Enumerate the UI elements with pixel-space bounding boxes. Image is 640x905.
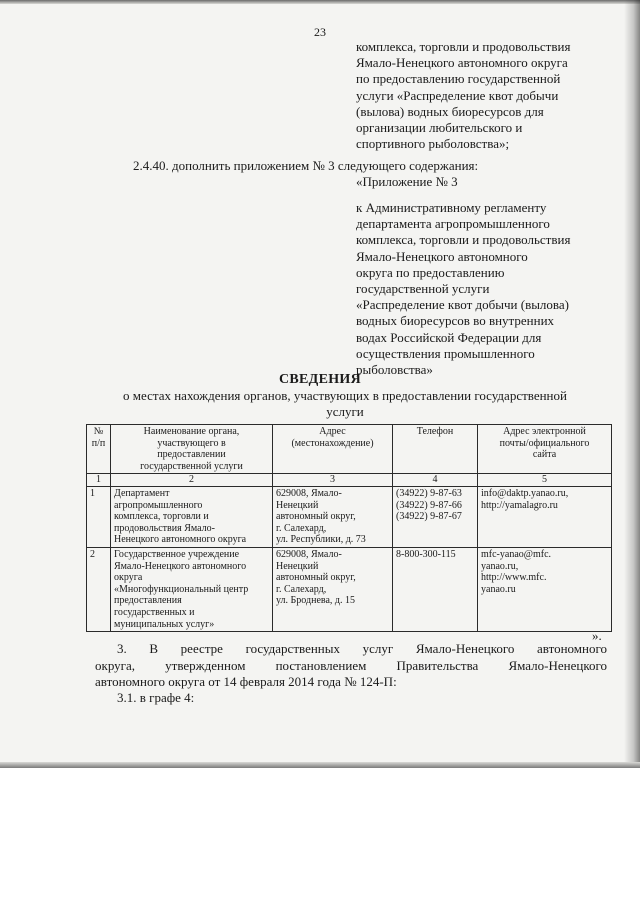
appendix-block-line: Ямало-Ненецкого автономного [356, 248, 528, 264]
row-name [111, 547, 273, 631]
header-address [273, 425, 393, 474]
cell-line: г. Салехард, [276, 522, 327, 534]
appendix-block-line: водах Российской Федерации для [356, 329, 542, 345]
top-block-line: организации любительского и [356, 120, 523, 136]
appendix-block-line: к Административному регламенту [356, 200, 547, 215]
cell-line: 629008, Ямало- [276, 548, 342, 560]
cell-line: Ненецкий [276, 499, 319, 511]
cell-line: г. Салехард, [276, 583, 327, 595]
cell-line: автономный округ, [276, 511, 356, 523]
column-number: 1 [87, 474, 111, 487]
appendix-block-line: рыболовства» [356, 362, 433, 378]
top-block-line: услуги «Распределение квот добычи [356, 87, 559, 103]
header-num [87, 425, 111, 474]
column-number: 4 [393, 474, 478, 487]
row-phone [393, 486, 478, 547]
top-block-line: спортивного рыболовства»; [356, 136, 510, 152]
cell-line: http://yamalagro.ru [481, 499, 558, 511]
row-web [478, 547, 612, 631]
header-text: государственной услуги [140, 460, 243, 472]
document-heading: СВЕДЕНИЯ [278, 372, 362, 387]
header-text: почты/официального [499, 437, 590, 449]
header-text: № [93, 426, 104, 437]
appendix-block-line: «Распределение квот добычи (вылова) [356, 297, 569, 313]
scan-top-edge [0, 0, 640, 4]
cell-line: (34922) 9-87-66 [396, 499, 462, 511]
paragraph-3-line: округа, утвержденном постановлением Правительства Ямало-Ненецкого [95, 657, 607, 673]
header-text: Адрес электронной [503, 426, 586, 437]
appendix-title: «Приложение № 3 [356, 174, 458, 189]
cell-line: комплекса, торговли и [114, 511, 209, 523]
top-block-line: (вылова) водных биоресурсов для [356, 103, 544, 119]
header-text: участвующего в [157, 437, 226, 449]
cell-line: (34922) 9-87-63 [396, 487, 462, 499]
row-name [111, 486, 273, 547]
cell-line: ул. Республики, д. 73 [276, 534, 366, 546]
row-num: 2 [87, 547, 111, 631]
cell-line: info@daktp.yanao.ru, [481, 487, 569, 499]
top-block-line: Ямало-Ненецкого автономного округа [356, 55, 568, 71]
header-text: Адрес [319, 426, 346, 437]
top-block-line: по предоставлению государственной [356, 71, 561, 87]
cell-line: «Многофункциональный центр [114, 583, 249, 595]
row-num: 1 [87, 486, 111, 547]
header-text: Наименование органа, [143, 426, 240, 437]
header-text: п/п [91, 437, 106, 449]
cell-line: государственных и [114, 606, 195, 618]
row-address [273, 486, 393, 547]
cell-line: 629008, Ямало- [276, 487, 342, 499]
cell-line: Ямало-Ненецкого автономного [114, 560, 247, 572]
column-number-row [87, 474, 612, 487]
paragraph-3-line: автономного округа от 14 февраля 2014 года № 124-П: [95, 674, 397, 689]
scan-bottom-edge [0, 762, 640, 768]
column-number: 3 [273, 474, 393, 487]
column-number: 2 [111, 474, 273, 487]
header-text: Телефон [416, 426, 454, 437]
header-name [111, 425, 273, 474]
header-text: предоставлении [157, 449, 226, 461]
cell-line: Ненецкий [276, 560, 319, 572]
row-phone [393, 547, 478, 631]
item-2-4-40: 2.4.40. дополнить приложением № 3 следующего содержания: [133, 158, 479, 173]
cell-line: Ненецкого автономного округа [114, 534, 247, 546]
cell-line: http://www.mfc. [481, 572, 547, 584]
cell-line: округа [114, 572, 143, 584]
header-text: (местонахождение) [291, 437, 374, 449]
cell-line: 8-800-300-115 [396, 548, 456, 560]
table-row [87, 486, 612, 547]
cell-line: yanao.ru [481, 583, 516, 595]
page-number: 23 [314, 25, 326, 39]
appendix-block-line: округа по предоставлению [356, 264, 505, 280]
top-block-line: комплекса, торговли и продовольствия [356, 39, 571, 54]
cell-line: ул. Броднева, д. 15 [276, 595, 355, 607]
cell-line: Государственное учреждение [114, 548, 240, 560]
appendix-block-line: осуществления промышленного [356, 345, 535, 361]
cell-line: yanao.ru, [481, 560, 519, 572]
organs-table [86, 424, 612, 632]
table-header-row [87, 425, 612, 474]
subheading-line: услуги [326, 404, 364, 419]
cell-line: предоставления [114, 595, 182, 607]
appendix-block-line: комплекса, торговли и продовольствия [356, 232, 571, 248]
closing-quote-mark: ». [592, 628, 602, 643]
appendix-block-line: государственной услуги [356, 281, 490, 297]
appendix-block-line: департамента агропромышленного [356, 216, 550, 232]
cell-line: mfc-yanao@mfc. [481, 548, 552, 560]
top-regulation-block [356, 39, 570, 152]
paragraph-3-line: 3. В реестре государственных услуг Ямало-Ненецкого автономного [117, 641, 607, 656]
row-address [273, 547, 393, 631]
cell-line: продовольствия Ямало- [114, 522, 215, 534]
row-web [478, 486, 612, 547]
paragraph-3 [95, 641, 607, 691]
cell-line: муниципальных услуг» [114, 618, 215, 630]
cell-line: агропромышленного [114, 499, 203, 511]
paragraph-3-1: 3.1. в графе 4: [117, 690, 195, 705]
appendix-block-line: водных биоресурсов во внутренних [356, 313, 555, 329]
cell-line: Департамент [114, 487, 170, 499]
cell-line: (34922) 9-87-67 [396, 511, 462, 523]
header-web [478, 425, 612, 474]
header-phone [393, 425, 478, 474]
document-subheading [80, 388, 610, 420]
header-text: сайта [532, 449, 557, 461]
appendix-block [356, 200, 570, 378]
column-number: 5 [478, 474, 612, 487]
subheading-line: о местах нахождения органов, участвующих в предоставлении государственной [123, 388, 567, 403]
table-row [87, 547, 612, 631]
cell-line: автономный округ, [276, 572, 356, 584]
